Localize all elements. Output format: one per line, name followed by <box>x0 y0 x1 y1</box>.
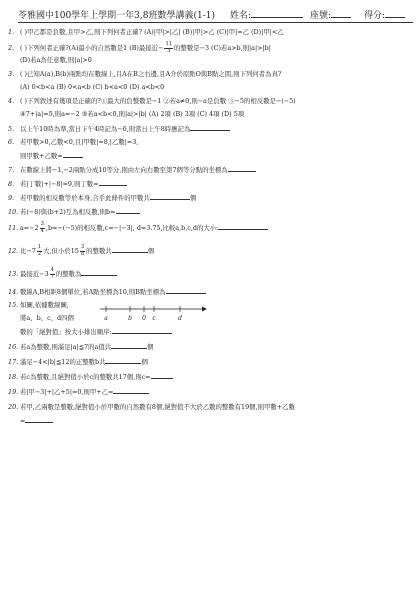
answer-blank[interactable] <box>150 193 190 200</box>
worksheet-header <box>18 8 413 23</box>
question-13-text: 最接近−3 <box>20 270 49 279</box>
question-10: 10. 若(−8)與(b+2)互為相反數,則b= <box>8 207 412 216</box>
seat-blank[interactable] <box>331 8 351 18</box>
number-line-label: a <box>104 315 108 322</box>
question-20-cont: = <box>8 416 412 425</box>
question-5: 5. 以上午10時為準,當日下午4時記為−6,則當日上午8時應記為 <box>8 124 412 133</box>
question-11-fraction: $\frac{3}{4}$ <box>40 221 44 234</box>
question-10-text: 若(−8)與(b+2)互為相反數,則b= <box>20 208 116 216</box>
score-label: 得分: <box>364 11 386 21</box>
question-4-options: ④7+|a|=5,則a=−2 ⑤若a<b<0,則|a|>|b| (A) 2項 (B) 3項 (C) 4項 (D) 5項 <box>20 110 245 118</box>
question-2-sign: − <box>158 44 164 53</box>
question-12-text: 比−7 <box>20 247 36 256</box>
question-11-text: a=−2 <box>20 224 39 233</box>
seat-field[interactable] <box>310 8 351 21</box>
question-1-text: ( )甲乙都是負數,且甲>乙,則下列何者正確? (A)|甲|>|乙| (B)|甲|>乙 (C)|甲|=乙 (D)|甲|<乙 <box>20 28 284 36</box>
question-8-text: 若|丁數|+|−8|=9,則丁數= <box>20 180 99 188</box>
score-field[interactable] <box>364 8 405 21</box>
answer-blank[interactable] <box>116 207 140 214</box>
question-13: 13. 最接近−3 $\frac{4}{7}$ 的整數為 <box>8 268 412 280</box>
question-18: 18. 若c為整數,且絕對值小於c的整數共17個,則c= <box>8 372 412 381</box>
question-3: 3. ( )已知A(a),B(b)兩點均在數線上,且A在B之右邊,且A介於原點O與B點之間,則下列何者為真? <box>8 70 282 78</box>
answer-blank[interactable] <box>166 287 206 294</box>
question-16: 16. 若a為整數,則滿足|a|≦7的a值共 個 <box>8 343 154 351</box>
answer-blank[interactable] <box>81 269 117 276</box>
answer-blank[interactable] <box>113 387 149 394</box>
question-17: 17. 滿足−4<|b|≦12的正整數b共 個 <box>8 358 148 366</box>
question-9-text: 若甲數的相反數等於本身,合乎此條件的甲數共 <box>20 194 150 202</box>
question-15: 15. 如圖,依據數線圖, <box>8 301 69 309</box>
question-4: 4. ( )下列敘述有幾項是正確的?①最大的負整數是−1 ②若a≠0,則−a是負數 ③−5的相反數是−(−5) <box>8 97 296 105</box>
question-17-text: 滿足−4<|b|≦12的正整數b共 <box>20 358 106 366</box>
answer-blank[interactable] <box>25 416 53 423</box>
question-7: 7. 在數線上將−1,−2兩點分成10等分,則由左向右數至第7個等分點的坐標為 <box>8 165 412 174</box>
answer-blank[interactable] <box>111 342 147 349</box>
answer-blank[interactable] <box>112 246 148 253</box>
question-15-cont-2: 數的「絕對值」按大小排出順序: <box>8 327 412 336</box>
answer-blank[interactable] <box>228 165 256 172</box>
number-line-label: b <box>128 315 132 322</box>
answer-blank[interactable] <box>190 124 230 131</box>
question-14-text: 數線A,B相距8個單位,若A點坐標為10,則B點坐標為 <box>20 288 166 296</box>
question-3-options: (A) 0<b<a (B) 0<a<b (C) b<a<0 (D) a<b<0 <box>20 83 165 91</box>
question-2-options: (D)若a為任意數,則|a|>0 <box>20 56 92 64</box>
score-blank[interactable] <box>385 8 405 18</box>
answer-blank[interactable] <box>151 372 173 379</box>
answer-blank[interactable] <box>99 179 127 186</box>
question-2-text: ( )下列何者正確?(A)最小的自然數是1 (B)最接近 <box>20 44 159 53</box>
question-2: 2. ( )下列何者正確?(A)最小的自然數是1 (B)最接近− $\frac{11}{3}$ 的整數是−3 (C)若a>b,則|a|>|b| <box>8 41 271 54</box>
name-field[interactable] <box>230 8 303 21</box>
question-18-text: 若c為整數,且絕對值小於c的整數共17個,則c= <box>20 373 151 381</box>
question-6-text: 若甲數>0,乙數<0,且|甲數|=8,|乙數|=3, <box>20 138 139 146</box>
question-12-text-mid: 大,但小於15 <box>43 247 79 256</box>
question-15-cont-1: 將a、b、c、d四個 <box>20 314 74 322</box>
question-2-text-post: 的整數是−3 (C)若a>b,則|a|>|b| <box>174 44 271 53</box>
unit-label: 個 <box>147 247 155 256</box>
question-11: 11. a=−2 $\frac{3}{4}$ ,b=−(−5)的相反數,c=−|−3|, d=3.75,比較a,b,c,d的大小: <box>8 222 412 234</box>
question-7-text: 在數線上將−1,−2兩點分成10等分,則由左向右數至第7個等分點的坐標為 <box>20 166 228 174</box>
name-label: 姓名: <box>230 11 252 21</box>
question-12-text-post: 的整數共 <box>86 247 112 256</box>
unit-label: 個 <box>147 343 154 351</box>
question-15-text: 如圖,依據數線圖, <box>20 301 69 309</box>
question-1: 1. ( )甲乙都是負數,且甲>乙,則下列何者正確? (A)|甲|>|乙| (B)|甲|>乙 (C)|甲|=乙 (D)|甲|<乙 <box>8 28 284 36</box>
worksheet-title: 苓雅國中100學年上學期一年3,8班數學講義(1-1) <box>18 11 216 21</box>
question-4-text: ( )下列敘述有幾項是正確的?①最大的負整數是−1 ②若a≠0,則−a是負數 ③−5的相反數是−(−5) <box>20 97 296 105</box>
name-blank[interactable] <box>251 8 303 18</box>
question-20-text: 若甲,乙兩數是整數,絕對值小於甲數的自然數有8個,絕對值不大於乙數的整數有19個,則甲數+乙數 <box>20 403 295 411</box>
question-3-text: ( )已知A(a),B(b)兩點均在數線上,且A在B之右邊,且A介於原點O與B點之間,則下列何者為真? <box>20 70 282 78</box>
answer-blank[interactable] <box>105 357 141 364</box>
seat-label: 座號: <box>310 11 332 21</box>
unit-label: 個 <box>189 194 197 202</box>
question-12-fraction-2: $\frac{3}{8}$ <box>80 244 85 257</box>
unit-label: 個 <box>141 358 148 366</box>
question-20: 20. 若甲,乙兩數是整數,絕對值小於甲數的自然數有8個,絕對值不大於乙數的整數有19個,則甲數+乙數 <box>8 403 295 411</box>
question-16-text: 若a為整數,則滿足|a|≦7的a值共 <box>20 343 112 351</box>
question-2-fraction: $\frac{11}{3}$ <box>165 41 173 54</box>
question-12: 12. 比−7 $\frac{1}{2}$ 大,但小於15 $\frac{3}{8}$ 的整數共 個 <box>8 244 155 257</box>
number-line-arrow-icon <box>202 307 207 312</box>
question-11-text-post: ,b=−(−5)的相反數,c=−|−3|, d=3.75,比較a,b,c,d的大小: <box>45 224 219 233</box>
question-9: 9. 若甲數的相反數等於本身,合乎此條件的甲數共 個 <box>8 194 197 202</box>
answer-blank[interactable] <box>63 151 83 158</box>
question-6: 6. 若甲數>0,乙數<0,且|甲數|=8,|乙數|=3, <box>8 138 139 146</box>
number-line-label: 0 <box>142 315 146 322</box>
question-5-text: 以上午10時為準,當日下午4時記為−6,則當日上午8時應記為 <box>20 125 191 133</box>
question-14: 14. 數線A,B相距8個單位,若A點坐標為10,則B點坐標為 <box>8 287 412 296</box>
number-line-label: d <box>178 315 182 322</box>
question-13-fraction: $\frac{4}{7}$ <box>50 267 54 280</box>
number-line-figure <box>98 302 208 324</box>
answer-blank[interactable] <box>218 223 268 230</box>
question-6-cont: 則甲數+乙數= <box>8 151 412 160</box>
question-19: 19. 若|甲−3|+|乙+5|=0,則甲+乙= <box>8 387 412 396</box>
question-8: 8. 若|丁數|+|−8|=9,則丁數= <box>8 179 412 188</box>
number-line-label: c <box>152 315 156 322</box>
answer-blank[interactable] <box>112 327 172 334</box>
question-13-text-post: 的整數為 <box>55 270 82 279</box>
question-12-fraction-1: $\frac{1}{2}$ <box>37 244 42 257</box>
question-19-text: 若|甲−3|+|乙+5|=0,則甲+乙= <box>20 388 114 396</box>
